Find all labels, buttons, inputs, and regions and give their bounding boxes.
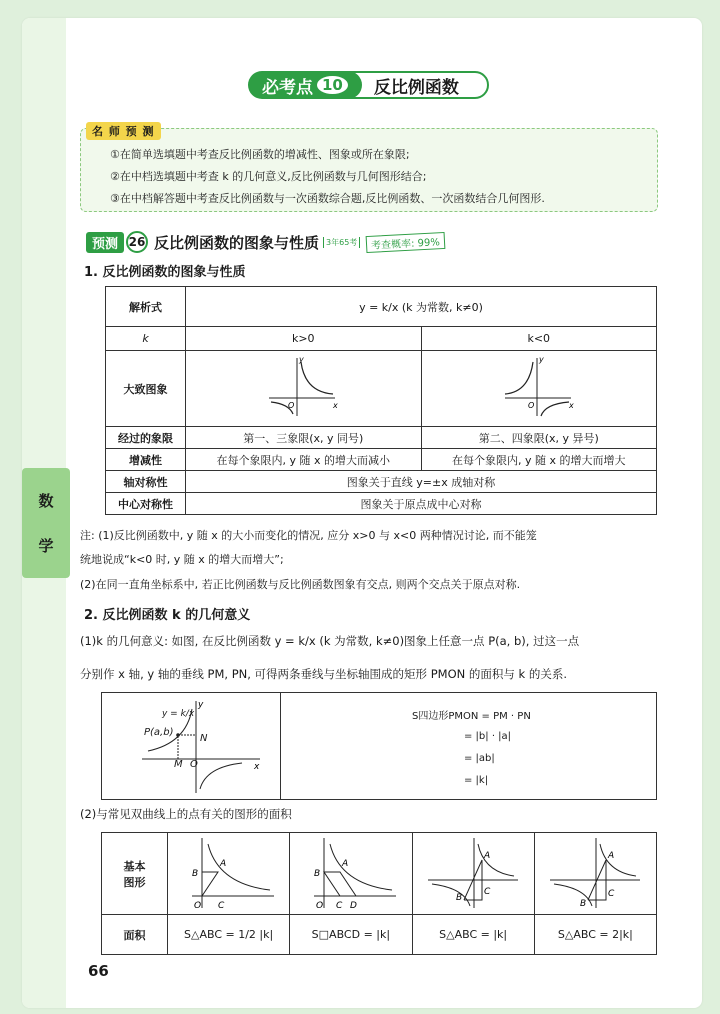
section-years: 3年65考 <box>323 237 360 248</box>
cell-kpos: k>0 <box>186 327 422 351</box>
hyperbola-k-negative-graph <box>499 354 579 420</box>
area-graph-4 <box>534 833 656 915</box>
fn-label: y = k/x <box>162 709 195 719</box>
area-graph-3 <box>412 833 534 915</box>
section-probability: 考查概率: 99% <box>366 231 446 252</box>
note-1a: 注: (1)反比例函数中, y 随 x 的大小而变化的情况, 应分 x>0 与 x<0 两种情况讨论, 而不能笼 <box>80 529 537 542</box>
svg-text:y: y <box>299 355 304 364</box>
svg-text:C: C <box>484 887 491 897</box>
svg-text:B: B <box>313 869 321 879</box>
cell-label: 大致图象 <box>106 351 186 427</box>
area-3: S△ABC = |k| <box>412 915 534 955</box>
title-number: 10 <box>317 76 348 94</box>
svg-text:x: x <box>568 401 574 410</box>
subject-tab <box>22 468 70 578</box>
geo-para-3: (2)与常见双曲线上的点有关的图形的面积 <box>80 807 292 821</box>
svg-text:C: C <box>217 901 224 910</box>
area-1: S△ABC = 1/2 |k| <box>168 915 290 955</box>
page-title <box>248 70 489 100</box>
cell-kneg: k<0 <box>421 327 657 351</box>
section-title: 反比例函数的图象与性质 <box>154 233 320 252</box>
section-number: 26 <box>126 231 148 253</box>
svg-text:B: B <box>580 899 587 909</box>
area-graph-2 <box>290 833 412 915</box>
area-2: S□ABCD = |k| <box>290 915 412 955</box>
cell-label: 中心对称性 <box>106 493 186 515</box>
cell-label: 基本 图形 <box>102 833 168 915</box>
svg-text:C: C <box>335 901 343 910</box>
cell-label: 面积 <box>102 915 168 955</box>
svg-text:x: x <box>333 401 338 410</box>
m-label: M <box>174 759 183 770</box>
geo-para-1: (1)k 的几何意义: 如图, 在反比例函数 y = k/x (k 为常数, k≠0)图象上任意一点 P(a, b), 过这一点 <box>80 634 580 648</box>
note-1b: 统地说成“k<0 时, y 随 x 的增大而增大”; <box>80 553 284 566</box>
svg-text:A: A <box>219 859 226 869</box>
p-label: P(a,b) <box>144 727 174 738</box>
geo-para-2: 分别作 x 轴, y 轴的垂线 PM, PN, 可得两条垂线与坐标轴围成的矩形 PMON 的面积与 k 的关系. <box>80 667 568 681</box>
note-2: (2)在同一直角坐标系中, 若正比例函数与反比例函数图象有交点, 则两个交点关于原点对称. <box>80 578 521 591</box>
forecast-item-1: ①在简单选填题中考查反比例函数的增减性、图象或所在象限; <box>110 148 410 161</box>
svg-text:B: B <box>456 893 463 903</box>
subject-char-2: 学 <box>38 537 54 555</box>
page-number: 66 <box>88 962 109 980</box>
forecast-item-2: ②在中档选填题中考查 k 的几何意义,反比例函数与几何图形结合; <box>110 170 427 183</box>
svg-text:O: O <box>193 901 201 910</box>
cell-mono-pos: 在每个象限内, y 随 x 的增大而减小 <box>186 449 422 471</box>
svg-text:O: O <box>315 901 323 910</box>
formula-2: = |b| · |a| <box>464 731 512 742</box>
svg-text:A: A <box>341 859 349 869</box>
formula-1: S四边形PMON = PM · PN <box>412 711 531 722</box>
section-badge: 预测 <box>86 232 124 253</box>
cell-label: 解析式 <box>106 287 186 327</box>
svg-text:O: O <box>527 401 535 410</box>
n-label: N <box>200 733 208 744</box>
hyperbola-k-positive-graph <box>263 354 343 420</box>
svg-text:x: x <box>254 762 260 772</box>
svg-text:A: A <box>484 851 491 861</box>
graph-kpos <box>186 351 422 427</box>
cell-label: 轴对称性 <box>106 471 186 493</box>
area-graph-1 <box>168 833 290 915</box>
subject-char-1: 数 <box>38 492 54 510</box>
section-heading <box>86 231 445 253</box>
svg-text:y: y <box>538 355 544 364</box>
svg-text:B: B <box>191 869 198 879</box>
svg-text:C: C <box>608 889 615 899</box>
forecast-item-3: ③在中档解答题中考查反比例函数与一次函数综合题,反比例函数、一次函数结合几何图形. <box>110 192 545 205</box>
area-4: S△ABC = 2|k| <box>534 915 656 955</box>
formula-4: = |k| <box>464 775 489 786</box>
cell-label: 增减性 <box>106 449 186 471</box>
cell-label: 经过的象限 <box>106 427 186 449</box>
formula-3: = |ab| <box>464 753 495 764</box>
pmon-graph <box>130 697 270 795</box>
cell-formula: y = k/x (k 为常数, k≠0) <box>186 287 657 327</box>
cell-center-sym: 图象关于原点成中心对称 <box>186 493 657 515</box>
cell-mono-neg: 在每个象限内, y 随 x 的增大而增大 <box>421 449 657 471</box>
triangle-k-graph <box>418 834 528 910</box>
heading-1: 1. 反比例函数的图象与性质 <box>84 265 246 280</box>
svg-text:D: D <box>349 901 357 910</box>
heading-2: 2. 反比例函数 k 的几何意义 <box>84 608 251 623</box>
o-label: O <box>190 759 198 770</box>
cell-label: k <box>106 327 186 351</box>
forecast-label: 名 师 预 测 <box>86 122 161 140</box>
graph-kneg <box>421 351 657 427</box>
svg-text:y: y <box>198 700 204 710</box>
triangle-half-k-graph <box>174 834 284 910</box>
cell-quadrant-neg: 第二、四象限(x, y 异号) <box>421 427 657 449</box>
parallelogram-k-graph <box>296 834 406 910</box>
cell-quadrant-pos: 第一、三象限(x, y 同号) <box>186 427 422 449</box>
title-badge: 必考点 10 <box>248 71 362 99</box>
cell-axis-sym: 图象关于直线 y=±x 成轴对称 <box>186 471 657 493</box>
svg-text:A: A <box>608 851 615 861</box>
properties-table <box>105 286 657 515</box>
title-text: 反比例函数 <box>348 71 489 99</box>
k-meaning-figure <box>101 692 657 800</box>
svg-text:O: O <box>288 401 295 410</box>
area-table <box>101 832 657 955</box>
triangle-2k-graph <box>540 834 650 910</box>
